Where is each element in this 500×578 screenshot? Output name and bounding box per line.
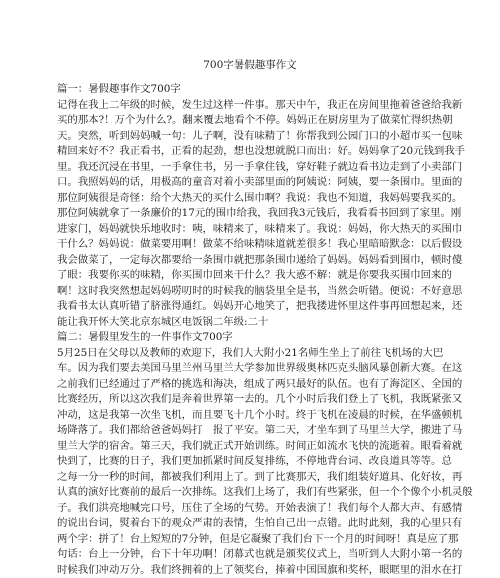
text-line: 那位阿姨很是奇怪：给个大热天的买什么围巾啊？我说：我也不知道，我妈妈要我买的。: [57, 191, 455, 207]
text-line: 里兰大学的宿舍。第三天，我们就正式开始训练。时间正如流水飞快的流逝着。眼看着就: [57, 439, 455, 455]
text-line: 认真的演好比赛前的最后一次排练。这我们上场了，我们有些紧张，但一个个像个小机灵般: [57, 485, 455, 501]
text-line: 能让我开怀大笑北京东城区电饭锅二年级:二十: [57, 315, 455, 331]
text-line: 我看书太认真听错了脐涨得通红。妈妈开心地笑了，把我搂进怀里这件事再回想起来，还: [57, 299, 455, 315]
text-line: 之每一分一秒的时间，都被我们利用上了。到了比赛那天，我们组装好道具、化好妆，再: [57, 470, 455, 486]
text-line: 时候我们冲动万分。我们终拥着的上了领奖台，捧着中国国旗和奖杯，眼眶里的泪水在打: [57, 563, 455, 578]
text-line: 啊！这时我突然想起妈妈唠叨时的时候我的脑袋里全是书，当然会听错。便说：不好意思: [57, 284, 455, 300]
text-line: 口。我照妈妈的话，用极高的童音对着小卖部里面的阿姨说：阿姨，要一条围巾。里面的: [57, 175, 455, 191]
text-line: 子。我们洪亮地喊完口号，压住了全场的气势。开始表演了！我们每个人都大声、有感情: [57, 501, 455, 517]
text-line: 了眼：我要你买的味精，你买围巾回来干什么？我大惑不解：就是你要我买围巾回来的: [57, 268, 455, 284]
text-line: 两个字：拼了！台上短短的7分钟，但是它凝聚了我们台下一个月的时间呀！真是应了那: [57, 532, 455, 548]
text-line: 之前我们已经通过了严格的挑选和海决，组成了两只最好的队伍。也有了海淀区、全国的: [57, 377, 455, 393]
text-line: 买的那本?！万个为什么?。翻来覆去地看个不停。妈妈正在厨房里为了做菜忙得织热朝: [57, 113, 455, 129]
text-line: 比赛经历，所以这次我们是奔着世界第一去的。几个小时后我们登上了飞机，我既紧张又: [57, 392, 455, 408]
text-line: 进家门，妈妈就快乐地收时：咦，味精来了，味精来了。我说：妈妈，你大热天的买围巾: [57, 222, 455, 238]
text-line: 里。我还沉浸在书里，一手拿住书，另一手拿住钱，穿好鞋子就边看书边走到了小卖部门: [57, 160, 455, 176]
text-line: 篇一：暑假趣事作文700字: [57, 82, 455, 98]
text-line: 5月25日在父母以及教师的欢迎下，我们人大附小21名师生坐上了前往飞机场的大巴: [57, 346, 455, 362]
text-line: 那位阿姨就拿了一条廉价的17元的围巾给我，我回我3元钱后，我看看书回到了家里。刚: [57, 206, 455, 222]
text-line: 快到了，比赛的日子，我们更加抓紧时间反复排练，不停地背台词、改良道具等等。总: [57, 454, 455, 470]
text-line: 冲动，这是我第一次坐飞机，而且要飞十几个小时。终于飞机在凌晨的时候，在华盛顿机: [57, 408, 455, 424]
text-line: 记得在我上二年级的时候，发生过这样一件事。那天中午，我正在房间里拖着爸爸给我新: [57, 98, 455, 114]
document-body: [57, 82, 455, 578]
text-line: 车。因为我们要去美国马里兰州马里兰大学参加世界级奥林匹克头脑风暴创新大赛。在这: [57, 361, 455, 377]
text-line: 干什么？妈妈说：做菜要用啊！做菜不给味精味道就差很多！我心里暗暗默念：以后假设: [57, 237, 455, 253]
text-line: 天。突然，听到妈妈喊一句：儿子啊，没有味精了！你帮我到公园门口的小超市买一包味: [57, 129, 455, 145]
text-line: 精回来好不？我正看书，正看的起劲，想也没想就脱口而出：好。妈妈拿了20元钱到我手: [57, 144, 455, 160]
text-line: 篇二：暑假里发生的一件事作文700字: [57, 330, 455, 346]
text-line: 我会做菜了，一定每次都要给一条围巾就把那条围巾递给了妈妈。妈妈看到围巾，顿时傻: [57, 253, 455, 269]
text-line: 的说出台词，熨着台下的观众严肃的表情，生怕自己出一点错。此时此刻，我的心里只有: [57, 516, 455, 532]
document-title: 700字暑假趣事作文: [0, 58, 500, 72]
text-line: 句话：台上一分钟，台下十年功啊！闭幕式也就是颁奖仪式上，当听到人大附小第一名的: [57, 547, 455, 563]
text-line: 场降落了。我们都给爸爸妈妈打 报了平安。第二天，才坐车到了马里兰大学，搬进了马: [57, 423, 455, 439]
